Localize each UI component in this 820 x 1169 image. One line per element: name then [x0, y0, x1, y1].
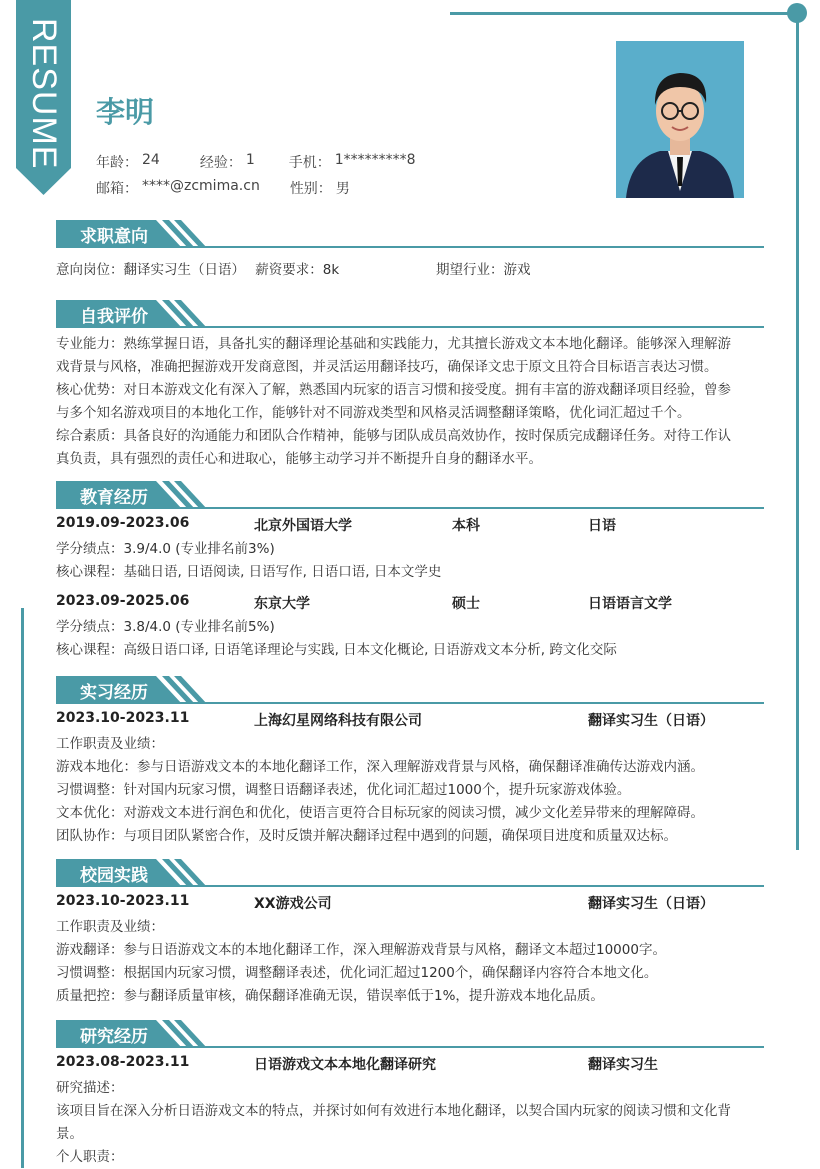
edu-major: 日语语言文学: [588, 596, 672, 612]
text-line: 游戏本地化：参与日语游戏文本的本地化翻译工作，深入理解游戏背景与风格，确保翻译准确传达游戏内涵。: [56, 759, 704, 775]
section-header-research: [56, 1020, 764, 1048]
research-date: 2023.08-2023.11: [56, 1054, 190, 1070]
section-header-intent: [56, 220, 764, 248]
text-line: 研究描述：: [56, 1080, 124, 1096]
section-header-self: [56, 300, 764, 328]
intent-row: [56, 259, 776, 282]
campus-entry: [56, 893, 764, 915]
text-line: 综合素质：具备良好的沟通能力和团队合作精神，能够与团队成员高效协作，按时保质完成翻译任务。对待工作认: [56, 428, 731, 444]
info-row-1: [96, 152, 420, 172]
edu-gpa: 学分绩点：3.8/4.0 (专业排名前5%): [56, 619, 275, 635]
edu-school: 东京大学: [254, 596, 310, 612]
edu-gpa: 学分绩点：3.9/4.0 (专业排名前3%): [56, 541, 275, 557]
exp-value: 1: [245, 152, 255, 168]
section-title: 求职意向: [80, 227, 148, 247]
text-line: 核心优势：对日本游戏文化有深入了解，熟悉国内玩家的语言习惯和接受度。拥有丰富的游戏翻译项目经验，曾参: [56, 382, 731, 398]
age-value: 24: [142, 152, 160, 168]
text-line: 景。: [56, 1126, 83, 1142]
text-line: 习惯调整：针对国内玩家习惯，调整日语翻译表述，优化词汇超过1000个，提升玩家游戏体验。: [56, 782, 631, 798]
intent-position: 意向岗位：翻译实习生（日语）: [56, 262, 245, 278]
edu-entry-2: [56, 593, 764, 615]
intern-entry: [56, 710, 764, 732]
campus-details: [56, 916, 776, 1008]
phone-label: 手机：: [288, 155, 331, 171]
top-decor-line: [450, 12, 797, 15]
age-label: 年龄：: [96, 155, 138, 171]
intent-industry: 期望行业：游戏: [436, 262, 531, 278]
edu-degree: 硕士: [452, 596, 480, 612]
candidate-name: 李明: [96, 95, 155, 129]
self-eval-text: [56, 333, 776, 471]
edu-courses: 核心课程：基础日语, 日语阅读, 日语写作, 日语口语, 日本文学史: [56, 564, 442, 580]
text-line: 专业能力：熟练掌握日语，具备扎实的翻译理论基础和实践能力，尤其擅长游戏文本本地化翻译。能够深入理解游: [56, 336, 731, 352]
text-line: 与多个知名游戏项目的本地化工作，能够针对不同游戏类型和风格灵活调整翻译策略，优化词汇超过千个。: [56, 405, 691, 421]
edu-degree: 本科: [452, 518, 480, 534]
right-decor-line: [796, 13, 799, 850]
research-details: [56, 1077, 776, 1169]
edu-school: 北京外国语大学: [254, 518, 352, 534]
section-header-edu: [56, 481, 764, 509]
edu-courses: 核心课程：高级日语口译, 日语笔译理论与实践, 日本文化概论, 日语游戏文本分析, 跨文化交际: [56, 642, 617, 658]
intern-role: 翻译实习生（日语）: [588, 713, 714, 729]
text-line: 工作职责及业绩：: [56, 736, 164, 752]
gender-label: 性别：: [289, 181, 332, 197]
text-line: 戏背景与风格，准确把握游戏开发商意图，并灵活运用翻译技巧，确保译文忠于原文且符合目标语言表达习惯。: [56, 359, 718, 375]
text-line: 游戏翻译：参与日语游戏文本的本地化翻译工作，深入理解游戏背景与风格，翻译文本超过10000字。: [56, 942, 666, 958]
edu-details-2: [56, 616, 776, 662]
email-label: 邮箱：: [96, 181, 138, 197]
campus-role: 翻译实习生（日语）: [588, 896, 714, 912]
section-header-campus: [56, 859, 764, 887]
email-value: ****@zcmima.cn: [142, 178, 260, 194]
intern-company: 上海幻星网络科技有限公司: [254, 713, 422, 729]
info-row-2: [96, 178, 354, 198]
section-title: 自我评价: [80, 307, 148, 327]
research-entry: [56, 1054, 764, 1076]
text-line: 团队协作：与项目团队紧密合作，及时反馈并解决翻译过程中遇到的问题，确保项目进度和质量双达标。: [56, 828, 677, 844]
text-line: 工作职责及业绩：: [56, 919, 164, 935]
edu-date: 2019.09-2023.06: [56, 515, 190, 531]
profile-photo: [616, 41, 744, 198]
edu-entry-1: [56, 515, 764, 537]
section-title: 实习经历: [80, 683, 148, 703]
edu-major: 日语: [588, 518, 616, 534]
text-line: 该项目旨在深入分析日语游戏文本的特点，并探讨如何有效进行本地化翻译，以契合国内玩家的阅读习惯和文化背: [56, 1103, 731, 1119]
section-title: 校园实践: [80, 866, 148, 886]
text-line: 个人职责：: [56, 1149, 124, 1165]
research-project: 日语游戏文本本地化翻译研究: [254, 1057, 436, 1073]
edu-details-1: [56, 538, 776, 584]
text-line: 真负责，具有强烈的责任心和进取心，能够主动学习并不断提升自身的翻译水平。: [56, 451, 542, 467]
edu-date: 2023.09-2025.06: [56, 593, 190, 609]
gender-value: 男: [335, 181, 350, 197]
exp-label: 经验：: [199, 155, 242, 171]
text-line: 文本优化：对游戏文本进行润色和优化，使语言更符合目标玩家的阅读习惯，减少文化差异带来的理解障碍。: [56, 805, 704, 821]
resume-ribbon-text: RESUME: [25, 18, 63, 170]
section-header-intern: [56, 676, 764, 704]
left-decor-line: [21, 608, 24, 1168]
intern-details: [56, 733, 776, 848]
intern-date: 2023.10-2023.11: [56, 710, 190, 726]
section-title: 教育经历: [80, 488, 148, 508]
phone-value: 1*********8: [334, 152, 416, 168]
intent-salary: 薪资要求：8k: [255, 262, 340, 278]
text-line: 质量把控：参与翻译质量审核，确保翻译准确无误，错误率低于1%，提升游戏本地化品质。: [56, 988, 604, 1004]
text-line: 习惯调整：根据国内玩家习惯，调整翻译表述，优化词汇超过1200个，确保翻译内容符合本地文化。: [56, 965, 658, 981]
research-role: 翻译实习生: [588, 1057, 658, 1073]
campus-company: XX游戏公司: [254, 896, 332, 912]
section-title: 研究经历: [80, 1027, 148, 1047]
campus-date: 2023.10-2023.11: [56, 893, 190, 909]
